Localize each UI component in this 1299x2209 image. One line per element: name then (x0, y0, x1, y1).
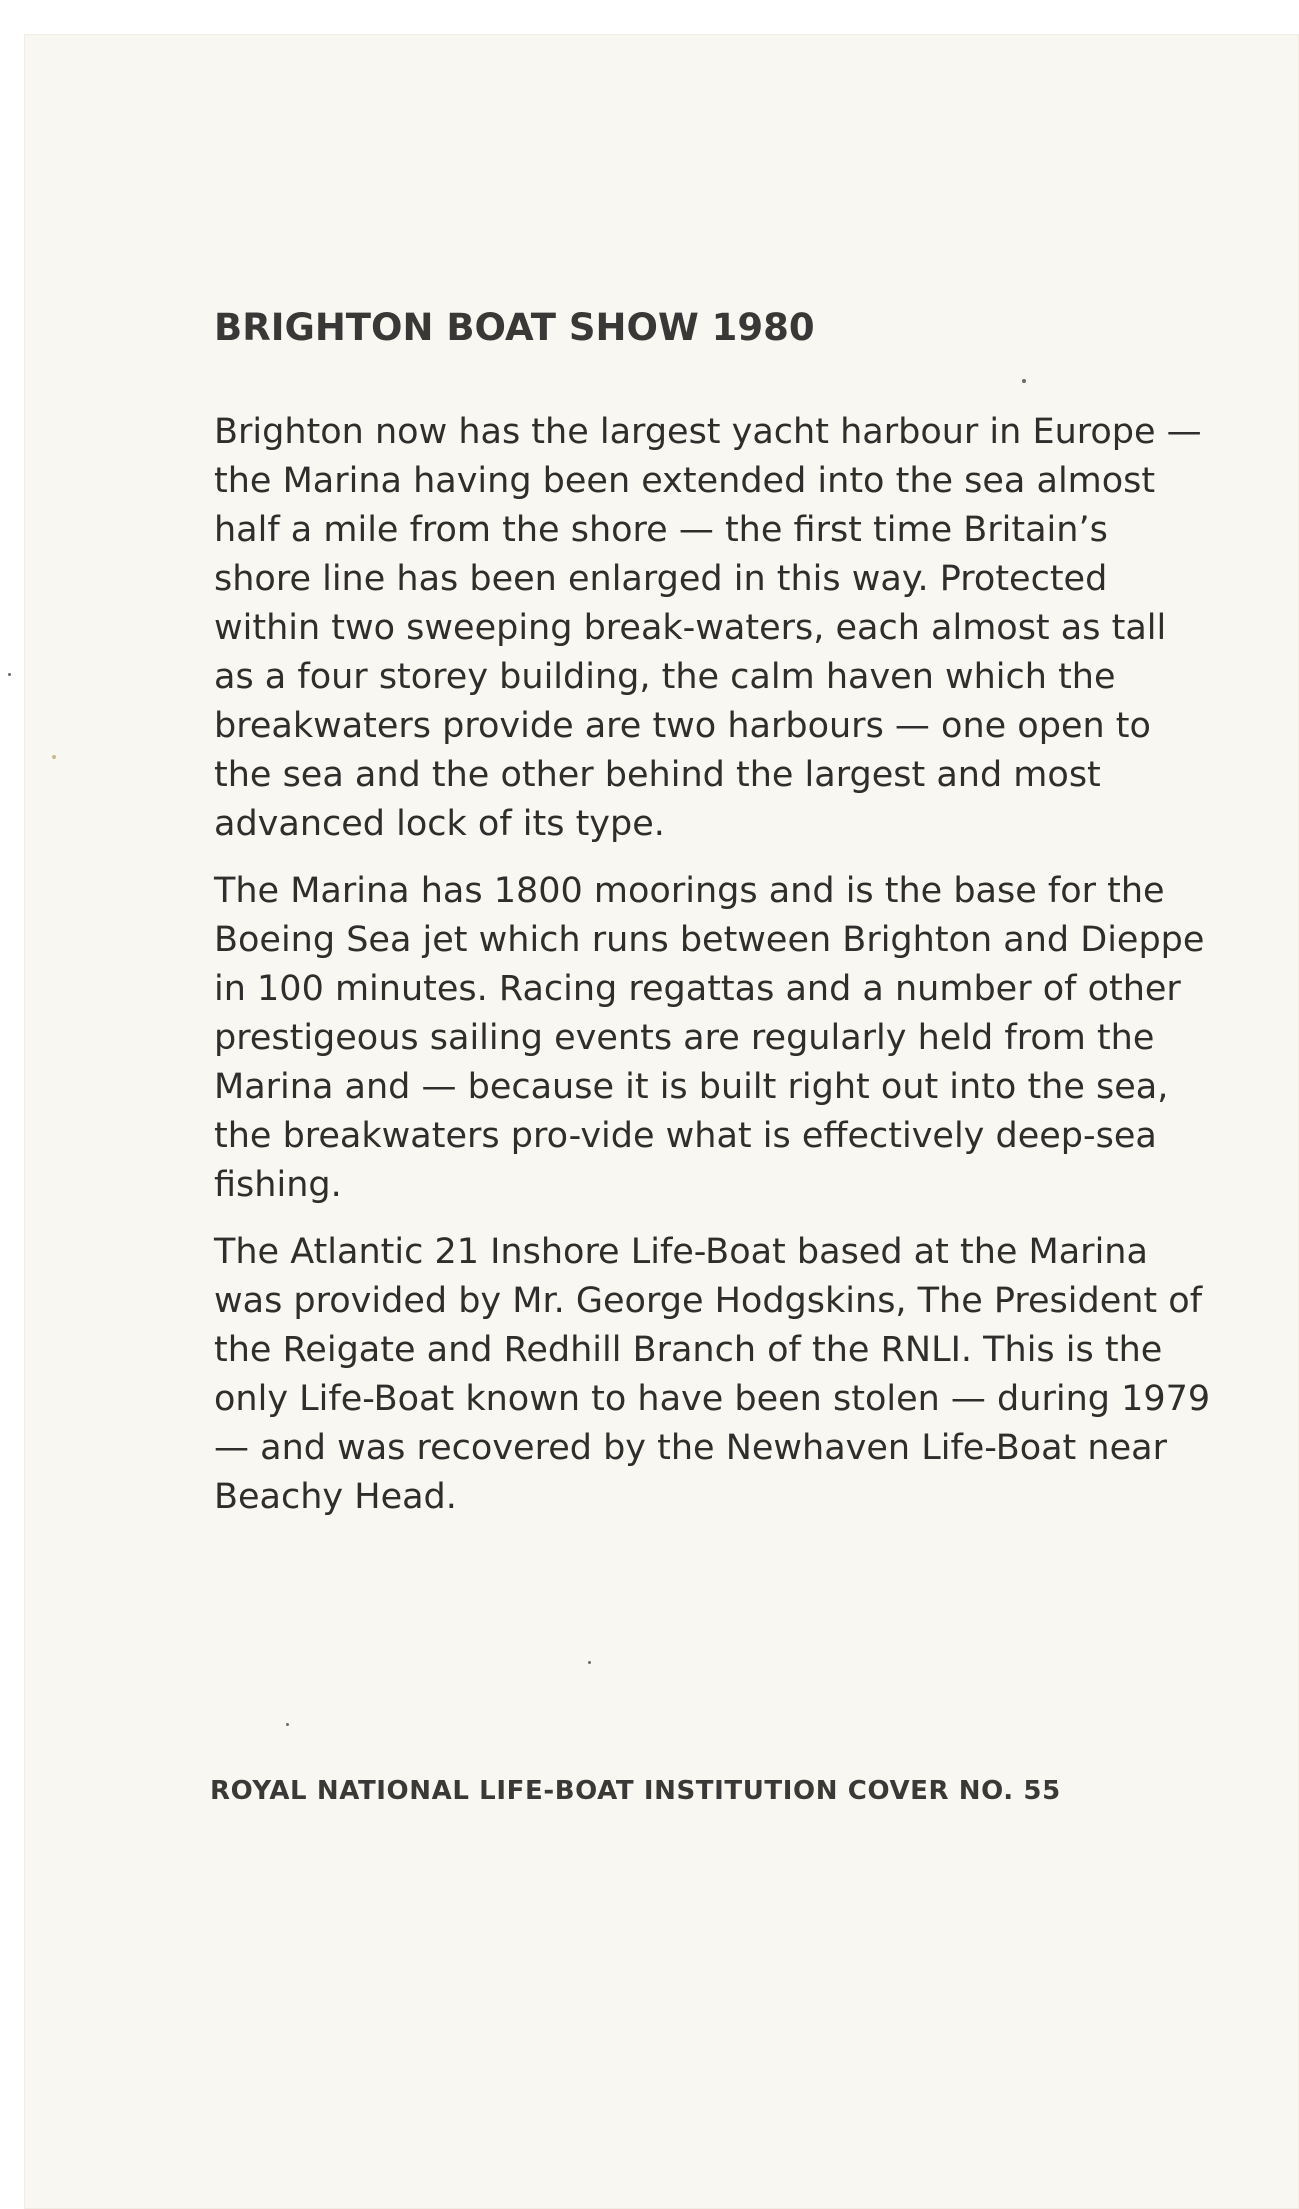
document-title: BRIGHTON BOAT SHOW 1980 (214, 306, 815, 349)
paper-speck (588, 1661, 591, 1664)
paper-speck (286, 1723, 289, 1726)
paragraph-lifeboat: The Atlantic 21 Inshore Life-Boat based at the Marina was provided by Mr. George Hodgskins, The President of the Reigate and Redhill Branch of the RNLI. This is the only Life-Boat known to have been stolen — during 1979 — and was recovered by the Newhaven Life-Boat near Beachy Head. (214, 1232, 1211, 1517)
card-text-area (188, 268, 1211, 1540)
paragraph-moorings: The Marina has 1800 moorings and is the base for the Boeing Sea jet which runs between Brighton and Dieppe in 100 minutes. Racing regattas and a number of other prestigeous sailing events are regularly held from the Marina and — because it is built right out into the sea, the breakwaters pro-vide what is effectively deep-sea fishing. (214, 871, 1205, 1205)
paper-speck (1022, 379, 1026, 383)
paper-speck (52, 755, 56, 759)
footer-caption: ROYAL NATIONAL LIFE-BOAT INSTITUTION COVER NO. 55 (210, 1776, 1061, 1806)
paper-speck (8, 673, 11, 676)
paragraph-marina: Brighton now has the largest yacht harbour in Europe — the Marina having been extended into the sea almost half a mile from the shore — the first time Britain’s shore line has been enlarged in this way. Protected within two sweeping break-waters, each almost as tall as a four storey building, the calm haven which the breakwaters provide are two harbours — one open to the sea and the other behind the largest and most advanced lock of its type. (214, 412, 1202, 844)
